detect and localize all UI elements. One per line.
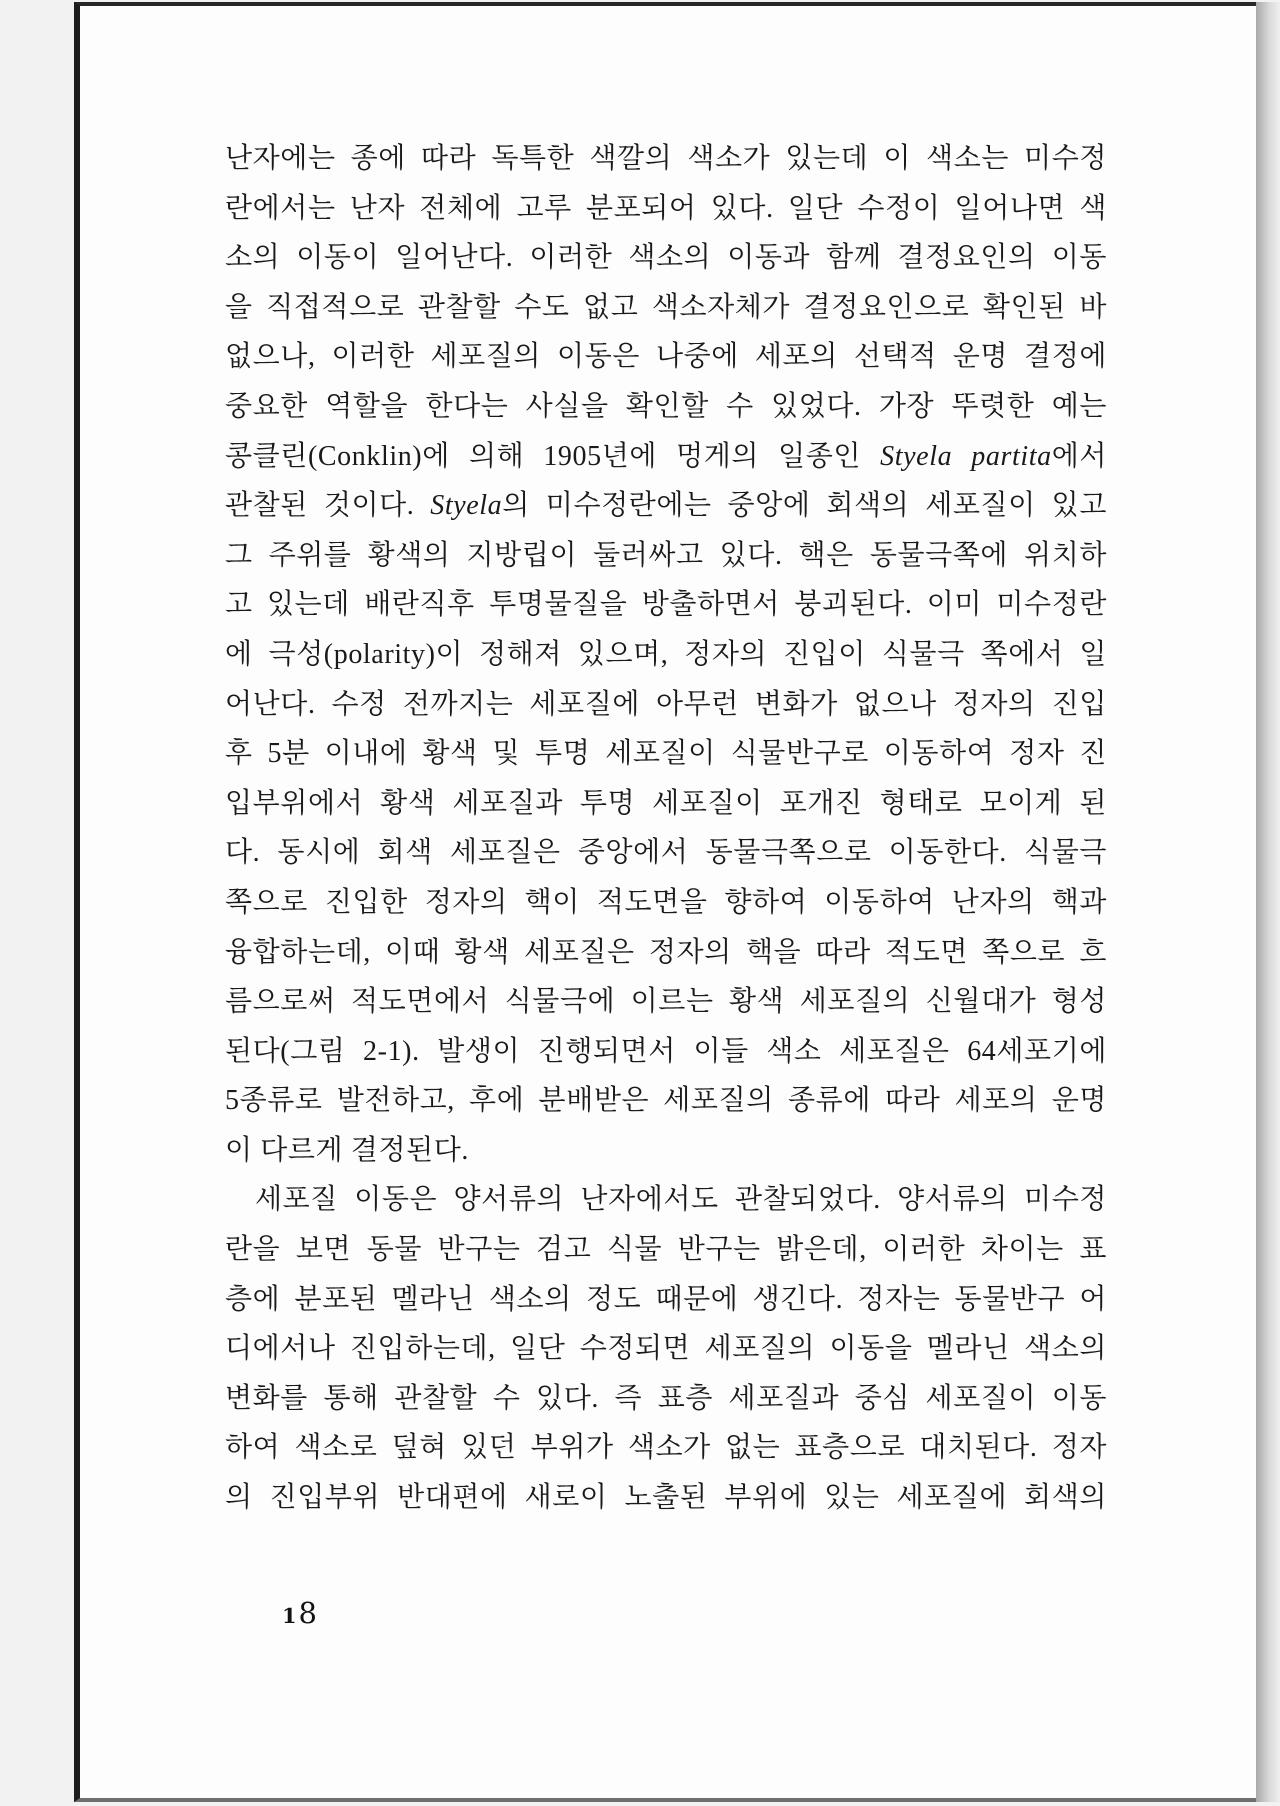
text-segment: 어난다. 수정 전까지는 세포질에 아무런 변화가 없으나 정자의 진입 — [225, 688, 1107, 720]
page-number: 18 — [282, 1596, 319, 1630]
text-line — [225, 432, 1107, 482]
text-segment: 5종류로 발전하고, 후에 분배받은 세포질의 종류에 따라 세포의 운명 — [225, 1085, 1107, 1117]
text-line — [225, 332, 1107, 382]
text-line — [225, 134, 1107, 184]
text-line — [225, 1126, 1107, 1176]
text-line — [225, 382, 1107, 432]
text-segment: 그 주위를 황색의 지방립이 둘러싸고 있다. 핵은 동물극쪽에 위치하 — [225, 539, 1107, 571]
text-segment: 세포질 이동은 양서류의 난자에서도 관찰되었다. 양서류의 미수정 — [255, 1184, 1107, 1216]
text-segment: 란에서는 난자 전체에 고루 분포되어 있다. 일단 수정이 일어나면 색 — [225, 192, 1107, 224]
species-name-italic: Styela — [430, 490, 503, 522]
text-line — [225, 1324, 1107, 1374]
text-segment: 후 5분 이내에 황색 및 투명 세포질이 식물반구로 이동하여 정자 진 — [225, 738, 1107, 770]
text-segment: 없으나, 이러한 세포질의 이동은 나중에 세포의 선택적 운명 결정에 — [225, 341, 1107, 373]
text-segment: 난자에는 종에 따라 독특한 색깔의 색소가 있는데 이 색소는 미수정 — [225, 143, 1107, 174]
text-segment: 콩클린(Conklin)에 의해 1905년에 멍게의 일종인 — [225, 440, 881, 472]
text-segment: 변화를 통해 관찰할 수 있다. 즉 표층 세포질과 중심 세포질이 이동 — [225, 1382, 1107, 1414]
text-line — [225, 1374, 1107, 1424]
text-segment: 다. 동시에 회색 세포질은 중앙에서 동물극쪽으로 이동한다. 식물극 — [225, 837, 1107, 869]
text-line — [225, 1275, 1107, 1325]
text-line — [225, 1225, 1107, 1275]
text-line — [225, 828, 1107, 878]
text-segment: 의 미수정란에는 중앙에 회색의 세포질이 있고 — [502, 490, 1107, 522]
text-line — [225, 928, 1107, 978]
text-line — [225, 1473, 1107, 1523]
text-segment: 을 직접적으로 관찰할 수도 없고 색소자체가 결정요인으로 확인된 바 — [225, 291, 1107, 323]
text-line — [225, 729, 1107, 779]
text-segment: 름으로써 적도면에서 식물극에 이르는 황색 세포질의 신월대가 형성 — [225, 986, 1107, 1018]
page-edge-shadow — [1256, 2, 1280, 1802]
text-line — [225, 680, 1107, 730]
text-line — [225, 630, 1107, 680]
text-segment: 입부위에서 황색 세포질과 투명 세포질이 포개진 형태로 모이게 된 — [225, 787, 1107, 819]
text-segment: 쪽으로 진입한 정자의 핵이 적도면을 향하여 이동하여 난자의 핵과 — [225, 886, 1107, 918]
text-line — [225, 779, 1107, 829]
text-segment: 관찰된 것이다. — [225, 490, 431, 522]
text-segment: 융합하는데, 이때 황색 세포질은 정자의 핵을 따라 적도면 쪽으로 흐 — [225, 936, 1107, 968]
text-segment: 소의 이동이 일어난다. 이러한 색소의 이동과 함께 결정요인의 이동 — [225, 242, 1107, 274]
text-line — [225, 1076, 1107, 1126]
book-page — [74, 2, 1256, 1802]
text-segment: 하여 색소로 덮혀 있던 부위가 색소가 없는 표층으로 대치된다. 정자 — [225, 1432, 1107, 1464]
body-text-block — [225, 134, 1107, 1523]
text-line — [225, 184, 1107, 234]
text-line — [225, 481, 1107, 531]
text-segment: 에서 — [1051, 440, 1107, 472]
text-segment: 이 다르게 결정된다. — [225, 1134, 469, 1166]
text-segment: 고 있는데 배란직후 투명물질을 방출하면서 붕괴된다. 이미 미수정란 — [225, 589, 1107, 621]
text-segment: 에 극성(polarity)이 정해져 있으며, 정자의 진입이 식물극 쪽에서 일 — [225, 638, 1107, 670]
text-segment: 디에서나 진입하는데, 일단 수정되면 세포질의 이동을 멜라닌 색소의 — [225, 1333, 1107, 1365]
text-line — [225, 283, 1107, 333]
text-segment: 된다(그림 2-1). 발생이 진행되면서 이들 색소 세포질은 64세포기에 — [225, 1035, 1107, 1067]
text-line — [225, 1175, 1107, 1225]
text-segment: 란을 보면 동물 반구는 검고 식물 반구는 밝은데, 이러한 차이는 표 — [225, 1234, 1107, 1266]
text-line — [225, 1423, 1107, 1473]
text-line — [225, 580, 1107, 630]
text-segment: 의 진입부위 반대편에 새로이 노출된 부위에 있는 세포질에 회색의 — [225, 1482, 1107, 1514]
text-segment: 층에 분포된 멜라닌 색소의 정도 때문에 생긴다. 정자는 동물반구 어 — [225, 1283, 1107, 1315]
text-line — [225, 878, 1107, 928]
text-line — [225, 233, 1107, 283]
text-segment: 중요한 역할을 한다는 사실을 확인할 수 있었다. 가장 뚜렷한 예는 — [225, 390, 1107, 422]
text-line — [225, 531, 1107, 581]
text-line — [225, 1027, 1107, 1077]
species-name-italic: Styela partita — [880, 440, 1052, 472]
text-line — [225, 977, 1107, 1027]
